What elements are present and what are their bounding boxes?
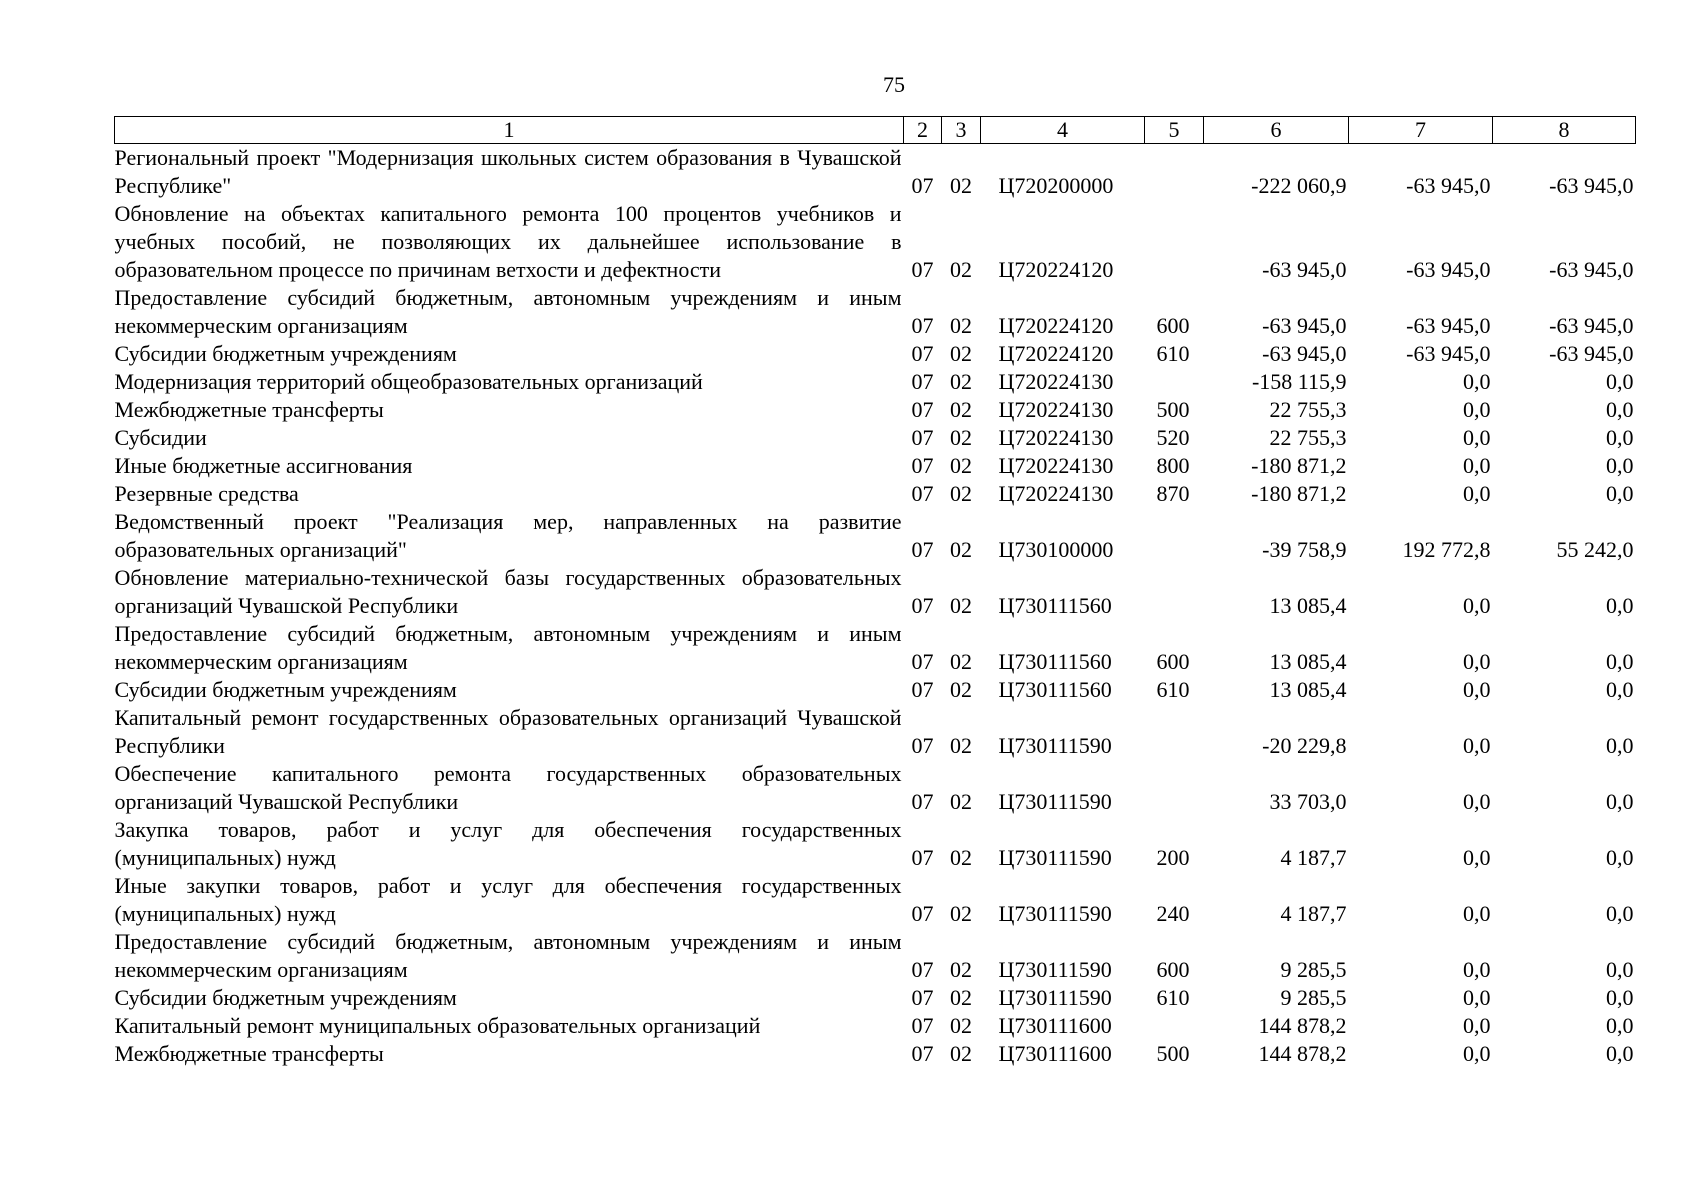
row-section: 07 (911, 789, 934, 814)
row-subsection: 02 (950, 957, 972, 982)
row-value-col6: -222 060,9 (1251, 173, 1347, 198)
row-value-col6: 22 755,3 (1269, 425, 1347, 450)
row-subsection: 02 (950, 677, 972, 702)
table-row (115, 984, 1636, 1012)
row-value-col8: 0,0 (1606, 901, 1634, 926)
row-subsection: 02 (950, 537, 972, 562)
row-section: 07 (911, 1013, 934, 1038)
row-target-article: Ц730111590 (998, 789, 1112, 814)
row-value-col6: 13 085,4 (1269, 593, 1347, 618)
row-target-article: Ц730111590 (998, 901, 1112, 926)
row-section: 07 (911, 649, 934, 674)
table-row (115, 704, 1636, 760)
row-expense-type: 870 (1156, 481, 1190, 506)
row-target-article: Ц720224130 (998, 481, 1114, 506)
header-col-2: 2 (904, 117, 942, 144)
row-section: 07 (911, 677, 934, 702)
table-row (115, 396, 1636, 424)
row-value-col6: -158 115,9 (1251, 369, 1347, 394)
row-value-col8: 0,0 (1606, 677, 1634, 702)
table-row (115, 1040, 1636, 1068)
row-section: 07 (911, 313, 934, 338)
table-row (115, 676, 1636, 704)
row-section: 07 (911, 257, 934, 282)
row-expense-type (1145, 144, 1204, 201)
row-subsection: 02 (950, 901, 972, 926)
page-number: 75 (883, 72, 905, 97)
row-target-article: Ц720224130 (998, 453, 1114, 478)
row-value-col6: 144 878,2 (1258, 1041, 1347, 1066)
row-value-col8: 0,0 (1606, 1013, 1634, 1038)
row-subsection: 02 (950, 593, 972, 618)
row-section: 07 (911, 369, 934, 394)
table-header (115, 117, 1636, 144)
row-value-col6: -180 871,2 (1251, 453, 1347, 478)
row-expense-type: 600 (1156, 957, 1190, 982)
row-target-article: Ц720224130 (998, 425, 1114, 450)
row-expense-type (1145, 508, 1204, 564)
header-col-7: 7 (1349, 117, 1493, 144)
row-target-article: Ц730100000 (998, 537, 1114, 562)
row-value-col7: 0,0 (1463, 1013, 1491, 1038)
row-subsection: 02 (950, 397, 972, 422)
row-value-col6: 9 285,5 (1280, 985, 1347, 1010)
row-name: Обновление на объектах капитального ремонта 100 процентов учебников и учебных пособий, не позволяющих их дальнейшее использование в образовательном процессе по причинам ветхости и дефектности (114, 201, 902, 282)
row-subsection: 02 (950, 985, 972, 1010)
row-value-col6: 22 755,3 (1269, 397, 1347, 422)
row-value-col6: 144 878,2 (1258, 1013, 1347, 1038)
row-section: 07 (911, 845, 934, 870)
row-name: Региональный проект "Модернизация школьных систем образования в Чувашской Республике" (114, 145, 902, 198)
row-section: 07 (911, 957, 934, 982)
row-target-article: Ц730111560 (998, 649, 1112, 674)
row-value-col8: 0,0 (1606, 593, 1634, 618)
header-col-6: 6 (1204, 117, 1349, 144)
row-expense-type: 610 (1156, 677, 1190, 702)
row-subsection: 02 (950, 369, 972, 394)
row-expense-type: 500 (1156, 397, 1190, 422)
row-name: Субсидии бюджетным учреждениям (114, 341, 457, 366)
table-row (115, 480, 1636, 508)
row-value-col8: 0,0 (1606, 957, 1634, 982)
row-expense-type (1145, 704, 1204, 760)
row-value-col7: -63 945,0 (1406, 341, 1491, 366)
row-value-col6: -39 758,9 (1262, 537, 1347, 562)
row-subsection: 02 (950, 481, 972, 506)
row-value-col6: 33 703,0 (1269, 789, 1347, 814)
row-value-col7: 0,0 (1463, 985, 1491, 1010)
row-name: Предоставление субсидий бюджетным, автономным учреждениям и иным некоммерческим организациям (114, 621, 902, 674)
table-row (115, 368, 1636, 396)
row-value-col7: -63 945,0 (1406, 257, 1491, 282)
row-name: Субсидии бюджетным учреждениям (114, 677, 457, 702)
row-subsection: 02 (950, 649, 972, 674)
table-row (115, 816, 1636, 872)
row-value-col6: -180 871,2 (1251, 481, 1347, 506)
row-name: Закупка товаров, работ и услуг для обеспечения государственных (муниципальных) нужд (114, 817, 902, 870)
budget-table (114, 116, 1636, 1068)
row-name: Предоставление субсидий бюджетным, автономным учреждениям и иным некоммерческим организациям (114, 285, 902, 338)
row-value-col7: 0,0 (1463, 789, 1491, 814)
table-row (115, 424, 1636, 452)
row-value-col6: -20 229,8 (1262, 733, 1347, 758)
row-value-col7: 0,0 (1463, 901, 1491, 926)
row-value-col6: 9 285,5 (1280, 957, 1347, 982)
row-value-col7: 192 772,8 (1402, 537, 1491, 562)
row-target-article: Ц730111590 (998, 845, 1112, 870)
row-section: 07 (911, 733, 934, 758)
row-value-col8: 0,0 (1606, 789, 1634, 814)
row-target-article: Ц720200000 (998, 173, 1114, 198)
row-expense-type: 500 (1156, 1041, 1190, 1066)
row-value-col7: 0,0 (1463, 957, 1491, 982)
row-subsection: 02 (950, 425, 972, 450)
row-expense-type: 610 (1156, 985, 1190, 1010)
row-value-col7: 0,0 (1463, 649, 1491, 674)
row-name: Субсидии (114, 425, 207, 450)
row-value-col7: -63 945,0 (1406, 313, 1491, 338)
row-subsection: 02 (950, 1041, 972, 1066)
row-expense-type: 200 (1156, 845, 1190, 870)
row-name: Ведомственный проект "Реализация мер, направленных на развитие образовательных организаций" (114, 509, 902, 562)
row-subsection: 02 (950, 453, 972, 478)
row-target-article: Ц720224120 (998, 257, 1114, 282)
row-value-col8: 0,0 (1606, 453, 1634, 478)
row-value-col7: -63 945,0 (1406, 173, 1491, 198)
row-value-col8: -63 945,0 (1549, 257, 1634, 282)
row-value-col7: 0,0 (1463, 481, 1491, 506)
row-value-col8: -63 945,0 (1549, 313, 1634, 338)
row-section: 07 (911, 481, 934, 506)
row-value-col6: -63 945,0 (1262, 257, 1347, 282)
table-row (115, 620, 1636, 676)
row-expense-type: 520 (1156, 425, 1190, 450)
table-row (115, 1012, 1636, 1040)
row-value-col7: 0,0 (1463, 1041, 1491, 1066)
row-value-col6: 13 085,4 (1269, 677, 1347, 702)
row-expense-type (1145, 564, 1204, 620)
row-expense-type (1145, 200, 1204, 284)
row-name: Обеспечение капитального ремонта государственных образовательных организаций Чувашской Республики (114, 761, 902, 814)
row-value-col8: 55 242,0 (1556, 537, 1634, 562)
row-subsection: 02 (950, 845, 972, 870)
table-row (115, 508, 1636, 564)
row-subsection: 02 (950, 257, 972, 282)
header-col-4: 4 (981, 117, 1145, 144)
row-target-article: Ц730111560 (998, 677, 1112, 702)
row-section: 07 (911, 901, 934, 926)
row-subsection: 02 (950, 1013, 972, 1038)
row-value-col8: 0,0 (1606, 1041, 1634, 1066)
row-name: Капитальный ремонт муниципальных образовательных организаций (114, 1013, 761, 1038)
row-name: Иные закупки товаров, работ и услуг для обеспечения государственных (муниципальных) нужд (114, 873, 902, 926)
row-target-article: Ц730111590 (998, 957, 1112, 982)
row-value-col7: 0,0 (1463, 845, 1491, 870)
row-section: 07 (911, 453, 934, 478)
row-section: 07 (911, 173, 934, 198)
row-section: 07 (911, 341, 934, 366)
row-value-col7: 0,0 (1463, 593, 1491, 618)
row-value-col8: 0,0 (1606, 425, 1634, 450)
row-target-article: Ц730111600 (998, 1041, 1112, 1066)
row-value-col7: 0,0 (1463, 677, 1491, 702)
row-expense-type: 600 (1156, 649, 1190, 674)
row-value-col6: -63 945,0 (1262, 341, 1347, 366)
row-value-col7: 0,0 (1463, 453, 1491, 478)
row-section: 07 (911, 593, 934, 618)
row-value-col7: 0,0 (1463, 425, 1491, 450)
row-value-col8: 0,0 (1606, 481, 1634, 506)
row-subsection: 02 (950, 733, 972, 758)
table-body (115, 144, 1636, 1069)
row-value-col8: -63 945,0 (1549, 341, 1634, 366)
table-row (115, 928, 1636, 984)
row-name: Капитальный ремонт государственных образовательных организаций Чувашской Республики (114, 705, 902, 758)
row-expense-type: 800 (1156, 453, 1190, 478)
row-expense-type: 600 (1156, 313, 1190, 338)
table-row (115, 144, 1636, 201)
row-value-col7: 0,0 (1463, 397, 1491, 422)
table-row (115, 760, 1636, 816)
table-row (115, 872, 1636, 928)
row-name: Иные бюджетные ассигнования (114, 453, 413, 478)
row-value-col6: -63 945,0 (1262, 313, 1347, 338)
row-target-article: Ц730111560 (998, 593, 1112, 618)
row-expense-type: 240 (1156, 901, 1190, 926)
header-col-5: 5 (1145, 117, 1204, 144)
row-value-col7: 0,0 (1463, 369, 1491, 394)
row-value-col8: 0,0 (1606, 845, 1634, 870)
row-value-col6: 13 085,4 (1269, 649, 1347, 674)
row-target-article: Ц730111590 (998, 985, 1112, 1010)
row-expense-type (1145, 760, 1204, 816)
row-subsection: 02 (950, 173, 972, 198)
row-section: 07 (911, 985, 934, 1010)
header-col-8: 8 (1493, 117, 1636, 144)
row-value-col7: 0,0 (1463, 733, 1491, 758)
row-target-article: Ц720224130 (998, 397, 1114, 422)
table-row (115, 564, 1636, 620)
header-col-3: 3 (942, 117, 981, 144)
row-target-article: Ц720224130 (998, 369, 1114, 394)
row-value-col8: 0,0 (1606, 649, 1634, 674)
row-value-col8: -63 945,0 (1549, 173, 1634, 198)
row-section: 07 (911, 425, 934, 450)
row-target-article: Ц720224120 (998, 313, 1114, 338)
row-name: Резервные средства (114, 481, 299, 506)
row-expense-type (1145, 368, 1204, 396)
row-target-article: Ц720224120 (998, 341, 1114, 366)
table-row (115, 200, 1636, 284)
header-col-1: 1 (115, 117, 904, 144)
row-name: Межбюджетные трансферты (114, 1041, 384, 1066)
row-value-col6: 4 187,7 (1280, 901, 1347, 926)
row-value-col8: 0,0 (1606, 733, 1634, 758)
table-row (115, 284, 1636, 340)
row-expense-type (1145, 1012, 1204, 1040)
row-target-article: Ц730111600 (998, 1013, 1112, 1038)
row-subsection: 02 (950, 789, 972, 814)
row-name: Модернизация территорий общеобразовательных организаций (114, 369, 703, 394)
row-subsection: 02 (950, 341, 972, 366)
row-name: Субсидии бюджетным учреждениям (114, 985, 457, 1010)
row-subsection: 02 (950, 313, 972, 338)
row-expense-type: 610 (1156, 341, 1190, 366)
row-section: 07 (911, 537, 934, 562)
row-value-col8: 0,0 (1606, 985, 1634, 1010)
row-name: Обновление материально-технической базы государственных образовательных организаций Чувашской Республики (114, 565, 902, 618)
row-target-article: Ц730111590 (998, 733, 1112, 758)
table-row (115, 452, 1636, 480)
row-section: 07 (911, 397, 934, 422)
row-name: Предоставление субсидий бюджетным, автономным учреждениям и иным некоммерческим организациям (114, 929, 902, 982)
row-value-col6: 4 187,7 (1280, 845, 1347, 870)
header-row (115, 117, 1636, 144)
table-row (115, 340, 1636, 368)
row-value-col8: 0,0 (1606, 369, 1634, 394)
row-name: Межбюджетные трансферты (114, 397, 384, 422)
row-value-col8: 0,0 (1606, 397, 1634, 422)
row-section: 07 (911, 1041, 934, 1066)
